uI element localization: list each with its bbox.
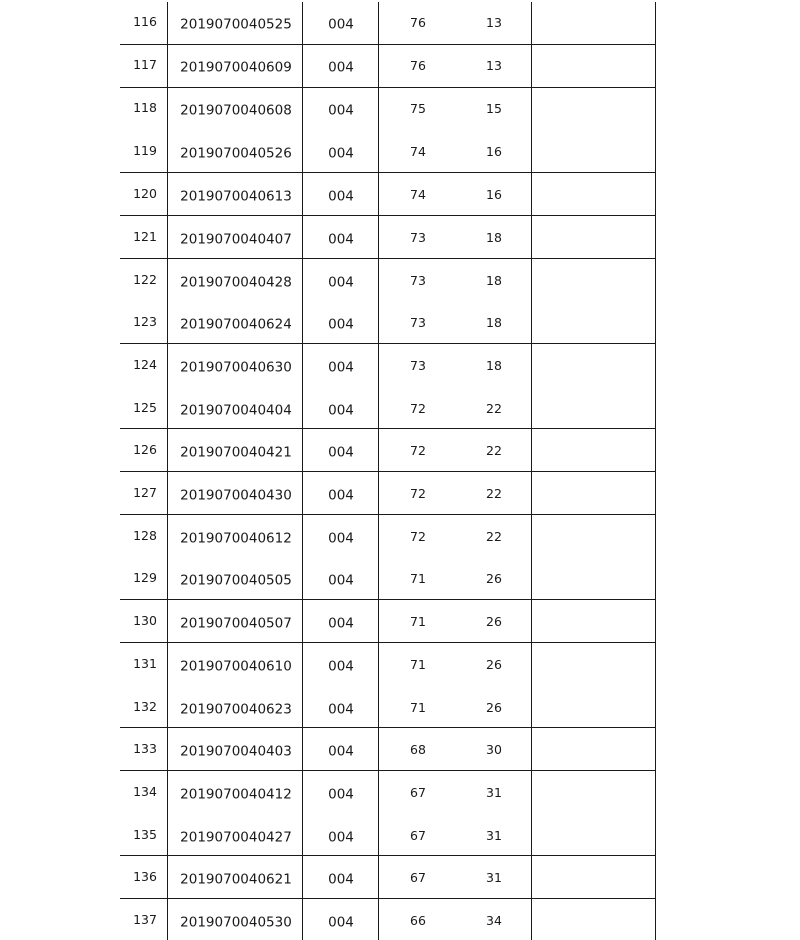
cell-score: 73 (410, 357, 426, 373)
cell-code: 004 (328, 530, 354, 547)
cell-score: 73 (410, 229, 426, 245)
cell-id: 2019070040623 (180, 701, 292, 718)
cell-id: 2019070040630 (180, 359, 292, 376)
cell-id: 2019070040421 (180, 444, 292, 461)
cell-code: 004 (328, 914, 354, 931)
cell-score: 75 (410, 100, 426, 116)
row-divider (120, 44, 656, 45)
cell-code: 004 (328, 743, 354, 760)
cell-score: 73 (410, 272, 426, 288)
cell-rank: 22 (486, 400, 502, 416)
cell-code: 004 (328, 829, 354, 846)
cell-id: 2019070040608 (180, 102, 292, 119)
cell-rank: 13 (486, 57, 502, 73)
cell-rank: 26 (486, 656, 502, 672)
cell-seq: 126 (133, 441, 157, 457)
cell-score: 68 (410, 741, 426, 757)
cell-id: 2019070040412 (180, 786, 292, 803)
row-divider (120, 87, 656, 88)
cell-code: 004 (328, 359, 354, 376)
cell-id: 2019070040407 (180, 231, 292, 248)
row-divider (120, 343, 656, 344)
cell-rank: 26 (486, 570, 502, 586)
cell-code: 004 (328, 786, 354, 803)
cell-rank: 22 (486, 528, 502, 544)
cell-score: 76 (410, 57, 426, 73)
cell-score: 72 (410, 485, 426, 501)
cell-seq: 118 (133, 99, 157, 115)
cell-code: 004 (328, 274, 354, 291)
row-divider (120, 855, 656, 856)
cell-score: 76 (410, 14, 426, 30)
cell-rank: 26 (486, 699, 502, 715)
cell-rank: 18 (486, 229, 502, 245)
cell-code: 004 (328, 59, 354, 76)
cell-code: 004 (328, 145, 354, 162)
cell-seq: 127 (133, 484, 157, 500)
cell-seq: 119 (133, 142, 157, 158)
cell-seq: 121 (133, 228, 157, 244)
cell-seq: 131 (133, 655, 157, 671)
cell-code: 004 (328, 231, 354, 248)
cell-score: 71 (410, 613, 426, 629)
cell-id: 2019070040427 (180, 829, 292, 846)
cell-score: 67 (410, 827, 426, 843)
cell-code: 004 (328, 102, 354, 119)
cell-score: 74 (410, 143, 426, 159)
cell-rank: 30 (486, 741, 502, 757)
cell-score: 67 (410, 784, 426, 800)
cell-score: 66 (410, 912, 426, 928)
row-divider (120, 172, 656, 173)
cell-code: 004 (328, 487, 354, 504)
cell-id: 2019070040621 (180, 871, 292, 888)
row-divider (120, 727, 656, 728)
row-divider (120, 898, 656, 899)
cell-rank: 18 (486, 314, 502, 330)
cell-seq: 129 (133, 569, 157, 585)
cell-rank: 18 (486, 272, 502, 288)
cell-code: 004 (328, 701, 354, 718)
cell-id: 2019070040612 (180, 530, 292, 547)
cell-rank: 34 (486, 912, 502, 928)
cell-seq: 135 (133, 826, 157, 842)
row-divider (120, 258, 656, 259)
cell-id: 2019070040430 (180, 487, 292, 504)
cell-code: 004 (328, 444, 354, 461)
cell-code: 004 (328, 316, 354, 333)
cell-code: 004 (328, 871, 354, 888)
cell-score: 72 (410, 528, 426, 544)
cell-score: 73 (410, 314, 426, 330)
cell-score: 71 (410, 570, 426, 586)
cell-id: 2019070040530 (180, 914, 292, 931)
cell-id: 2019070040525 (180, 16, 292, 33)
row-divider (120, 642, 656, 643)
cell-id: 2019070040624 (180, 316, 292, 333)
cell-rank: 18 (486, 357, 502, 373)
cell-id: 2019070040404 (180, 402, 292, 419)
cell-seq: 130 (133, 612, 157, 628)
cell-id: 2019070040526 (180, 145, 292, 162)
cell-id: 2019070040403 (180, 743, 292, 760)
cell-code: 004 (328, 402, 354, 419)
cell-rank: 16 (486, 143, 502, 159)
cell-seq: 134 (133, 783, 157, 799)
cell-seq: 116 (133, 13, 157, 29)
cell-rank: 26 (486, 613, 502, 629)
cell-seq: 128 (133, 527, 157, 543)
cell-rank: 13 (486, 14, 502, 30)
cell-seq: 122 (133, 271, 157, 287)
cell-rank: 31 (486, 784, 502, 800)
cell-id: 2019070040610 (180, 658, 292, 675)
cell-seq: 123 (133, 313, 157, 329)
cell-code: 004 (328, 615, 354, 632)
cell-score: 71 (410, 656, 426, 672)
cell-seq: 125 (133, 399, 157, 415)
cell-seq: 133 (133, 740, 157, 756)
cell-score: 67 (410, 869, 426, 885)
cell-score: 71 (410, 699, 426, 715)
cell-code: 004 (328, 16, 354, 33)
cell-rank: 22 (486, 442, 502, 458)
cell-code: 004 (328, 188, 354, 205)
cell-score: 72 (410, 400, 426, 416)
cell-id: 2019070040428 (180, 274, 292, 291)
cell-score: 74 (410, 186, 426, 202)
row-divider (120, 428, 656, 429)
cell-rank: 31 (486, 869, 502, 885)
cell-score: 72 (410, 442, 426, 458)
cell-seq: 137 (133, 911, 157, 927)
cell-seq: 132 (133, 698, 157, 714)
cell-seq: 120 (133, 185, 157, 201)
cell-id: 2019070040613 (180, 188, 292, 205)
cell-code: 004 (328, 658, 354, 675)
cell-id: 2019070040505 (180, 572, 292, 589)
cell-code: 004 (328, 572, 354, 589)
row-divider (120, 215, 656, 216)
cell-seq: 117 (133, 56, 157, 72)
cell-rank: 16 (486, 186, 502, 202)
cell-rank: 22 (486, 485, 502, 501)
row-divider (120, 514, 656, 515)
cell-id: 2019070040507 (180, 615, 292, 632)
row-divider (120, 770, 656, 771)
row-divider (120, 599, 656, 600)
cell-rank: 15 (486, 100, 502, 116)
cell-seq: 136 (133, 868, 157, 884)
cell-id: 2019070040609 (180, 59, 292, 76)
cell-seq: 124 (133, 356, 157, 372)
cell-rank: 31 (486, 827, 502, 843)
row-divider (120, 471, 656, 472)
